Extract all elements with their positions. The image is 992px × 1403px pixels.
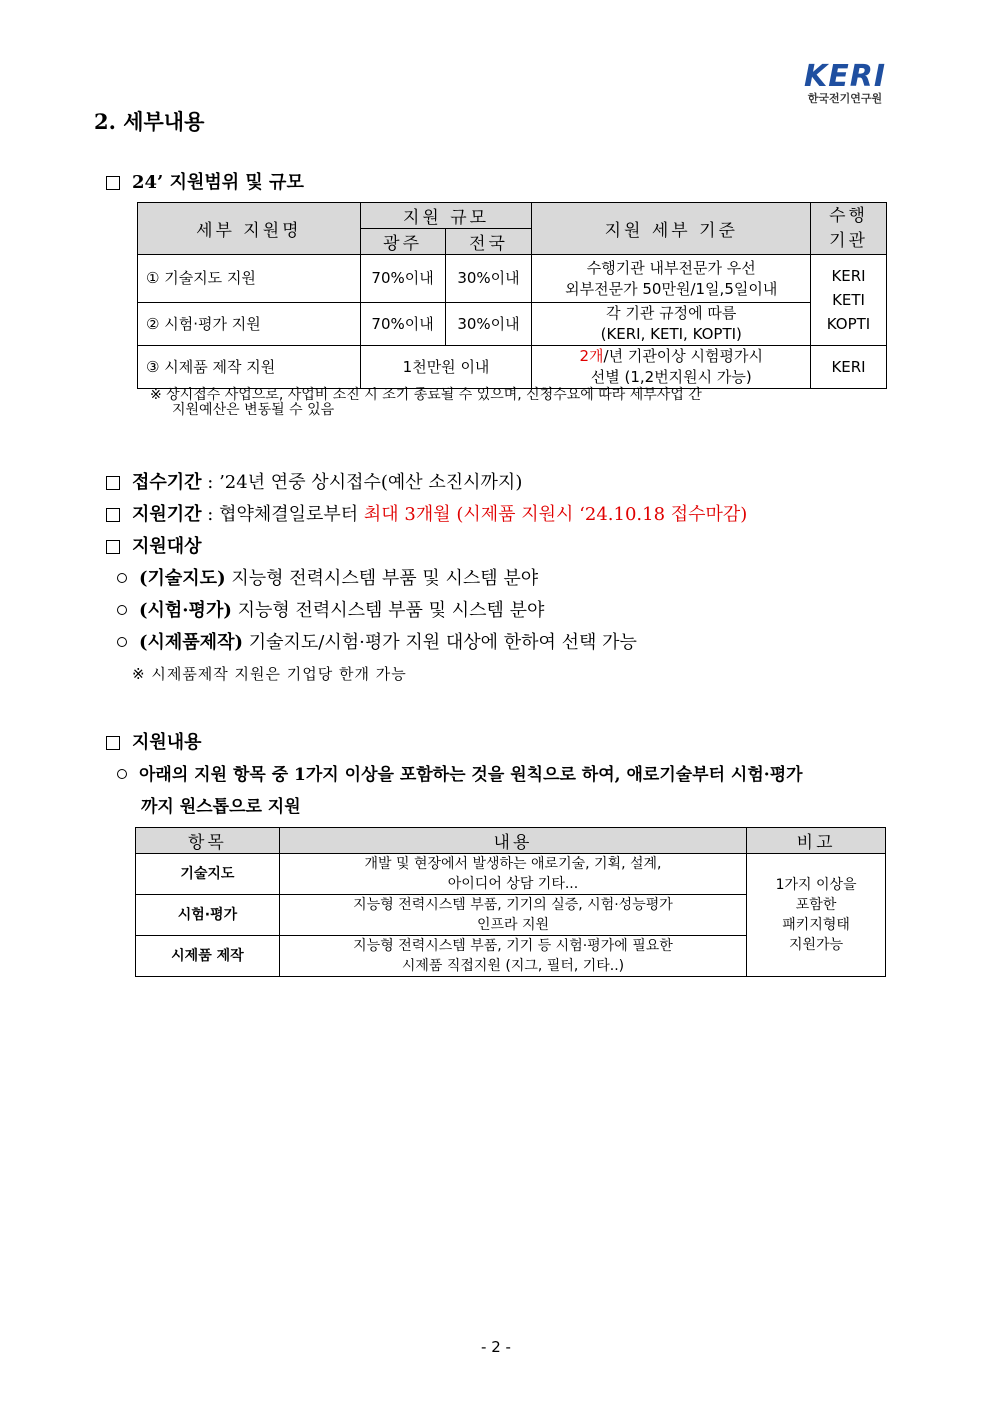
th-scale: 지원 규모 xyxy=(360,203,532,229)
t2-row3-content xyxy=(279,936,746,977)
circle-bullet-icon xyxy=(117,637,127,647)
t2-row1-c1: 개발 및 현장에서 발생하는 애로기술, 기획, 설계, xyxy=(364,856,662,872)
t2-remark-1: 1가지 이상을 xyxy=(775,877,857,893)
row1-gwangju: 70%이내 xyxy=(360,255,445,303)
circle-bullet-icon xyxy=(117,605,127,615)
circle-bullet-icon xyxy=(117,573,127,583)
note1-line2: 지원예산은 변동될 수 있음 xyxy=(172,402,335,418)
support-scope-table xyxy=(137,202,887,389)
content-line xyxy=(106,728,202,754)
th-item: 항목 xyxy=(136,828,280,854)
target-item xyxy=(117,564,538,590)
table1-note xyxy=(150,388,885,418)
logo-subtitle: 한국전기연구원 xyxy=(807,92,883,105)
receipt-text: : ’24년 연중 상시접수(예산 소진시까지) xyxy=(201,472,523,493)
target-line xyxy=(106,532,202,558)
target-item-text: 지능형 전력시스템 부품 및 시스템 분야 xyxy=(225,568,539,589)
t2-row3-item: 시제품 제작 xyxy=(136,936,280,977)
row2-criteria-2: (KERI, KETI, KOPTI) xyxy=(600,325,742,343)
t2-row1-item: 기술지도 xyxy=(136,854,280,895)
row2-criteria xyxy=(532,303,811,346)
orgs-12 xyxy=(811,255,887,346)
content-bullet-1: 아래의 지원 항목 중 1가지 이상을 포함하는 것을 원칙으로 하여, 애로기술부터 시험·평가 xyxy=(139,765,803,785)
row3-name: ③ 시제품 제작 지원 xyxy=(138,346,361,389)
content-bullet-2: 까지 원스톱으로 지원 xyxy=(141,797,301,817)
section-heading: 2. 세부내용 xyxy=(94,109,205,134)
sec1-title-line xyxy=(106,168,304,194)
t2-row1-content xyxy=(279,854,746,895)
org-kopti: KOPTI xyxy=(826,315,871,333)
t2-row2-c1: 지능형 전력시스템 부품, 기기의 실증, 시험·성능평가 xyxy=(353,897,673,913)
th-org-1: 수행 xyxy=(829,205,868,226)
content-label: 지원내용 xyxy=(132,732,202,753)
target-item-text: 기술지도/시험·평가 지원 대상에 한하여 선택 가능 xyxy=(242,632,637,653)
row3-criteria-red: 2개 xyxy=(579,347,604,365)
target-item xyxy=(117,628,637,654)
th-content: 내용 xyxy=(279,828,746,854)
period-red: 최대 3개월 (시제품 지원시 ‘24.10.18 접수마감) xyxy=(363,504,748,525)
table-row xyxy=(138,303,887,346)
row2-gwangju: 70%이내 xyxy=(360,303,445,346)
target-item-label: (시제품제작) xyxy=(139,632,243,653)
row3-criteria-2: 선별 (1,2번지원시 가능) xyxy=(590,368,752,386)
row2-criteria-1: 각 기관 규정에 따름 xyxy=(606,304,737,322)
page-number: - 2 - xyxy=(481,1338,511,1356)
th-national: 전국 xyxy=(445,229,532,255)
target-item-label: (시험·평가) xyxy=(139,600,232,621)
checkbox-square-icon xyxy=(106,176,120,190)
org-keri: KERI xyxy=(831,267,866,285)
t2-remark-4: 지원가능 xyxy=(789,937,844,953)
row1-name: ① 기술지도 지원 xyxy=(138,255,361,303)
th-name: 세부 지원명 xyxy=(138,203,361,255)
table-row xyxy=(138,255,887,303)
row3-criteria xyxy=(532,346,811,389)
target-item-text: 지능형 전력시스템 부품 및 시스템 분야 xyxy=(231,600,545,621)
period-line xyxy=(106,500,747,526)
row1-criteria-2: 외부전문가 50만원/1일,5일이내 xyxy=(565,279,778,298)
th-org xyxy=(811,203,887,255)
t2-remark xyxy=(747,854,886,977)
row3-criteria-1-line xyxy=(532,346,810,367)
th-org-2: 기관 xyxy=(829,230,868,251)
period-text: : 협약체결일로부터 xyxy=(201,504,364,525)
t2-row3-c1: 지능형 전력시스템 부품, 기기 등 시험·평가에 필요한 xyxy=(353,938,673,954)
row3-org: KERI xyxy=(811,346,887,389)
row2-national: 30%이내 xyxy=(445,303,532,346)
receipt-label: 접수기간 xyxy=(132,472,202,493)
row1-criteria xyxy=(532,255,811,303)
row2-name: ② 시험·평가 지원 xyxy=(138,303,361,346)
table-row xyxy=(136,854,886,895)
th-remark: 비고 xyxy=(747,828,886,854)
row1-criteria-1: 수행기관 내부전문가 우선 xyxy=(586,258,756,277)
row1-national: 30%이내 xyxy=(445,255,532,303)
t2-row2-item: 시험·평가 xyxy=(136,895,280,936)
circle-bullet-icon xyxy=(117,769,127,779)
checkbox-square-icon xyxy=(106,508,120,522)
th-criteria: 지원 세부 기준 xyxy=(532,203,811,255)
logo-word: KERI xyxy=(803,59,886,94)
row3-scale: 1천만원 이내 xyxy=(360,346,532,389)
target-label: 지원대상 xyxy=(132,536,202,557)
content-bullet xyxy=(117,760,803,785)
support-content-table xyxy=(135,827,886,977)
receipt-line xyxy=(106,468,522,494)
t2-remark-3: 패키지형태 xyxy=(782,917,850,933)
checkbox-square-icon xyxy=(106,736,120,750)
checkbox-square-icon xyxy=(106,540,120,554)
keri-logo xyxy=(800,59,890,106)
period-label: 지원기간 xyxy=(132,504,202,525)
org-keti: KETI xyxy=(832,291,865,309)
checkbox-square-icon xyxy=(106,476,120,490)
target-item xyxy=(117,596,544,622)
th-gwangju: 광주 xyxy=(360,229,445,255)
row3-criteria-1: /년 기관이상 시험평가시 xyxy=(603,347,764,365)
note1-line1: ※ 상시접수 사업으로, 사업비 소진 시 조기 종료될 수 있으며, 신청수요에 따라 세부사업 간 xyxy=(150,387,702,403)
t2-row2-content xyxy=(279,895,746,936)
target-item-label: (기술지도) xyxy=(139,568,226,589)
t2-row1-c2: 아이디어 상담 기타... xyxy=(447,876,579,892)
t2-row2-c2: 인프라 지원 xyxy=(476,917,550,933)
table-row xyxy=(138,346,887,389)
t2-remark-2: 포함한 xyxy=(795,897,837,913)
t2-row3-c2: 시제품 직접지원 (지그, 필터, 기타..) xyxy=(401,958,625,974)
note2: ※ 시제품제작 지원은 기업당 한개 가능 xyxy=(132,665,407,683)
sec1-title: 24’ 지원범위 및 규모 xyxy=(132,172,304,193)
